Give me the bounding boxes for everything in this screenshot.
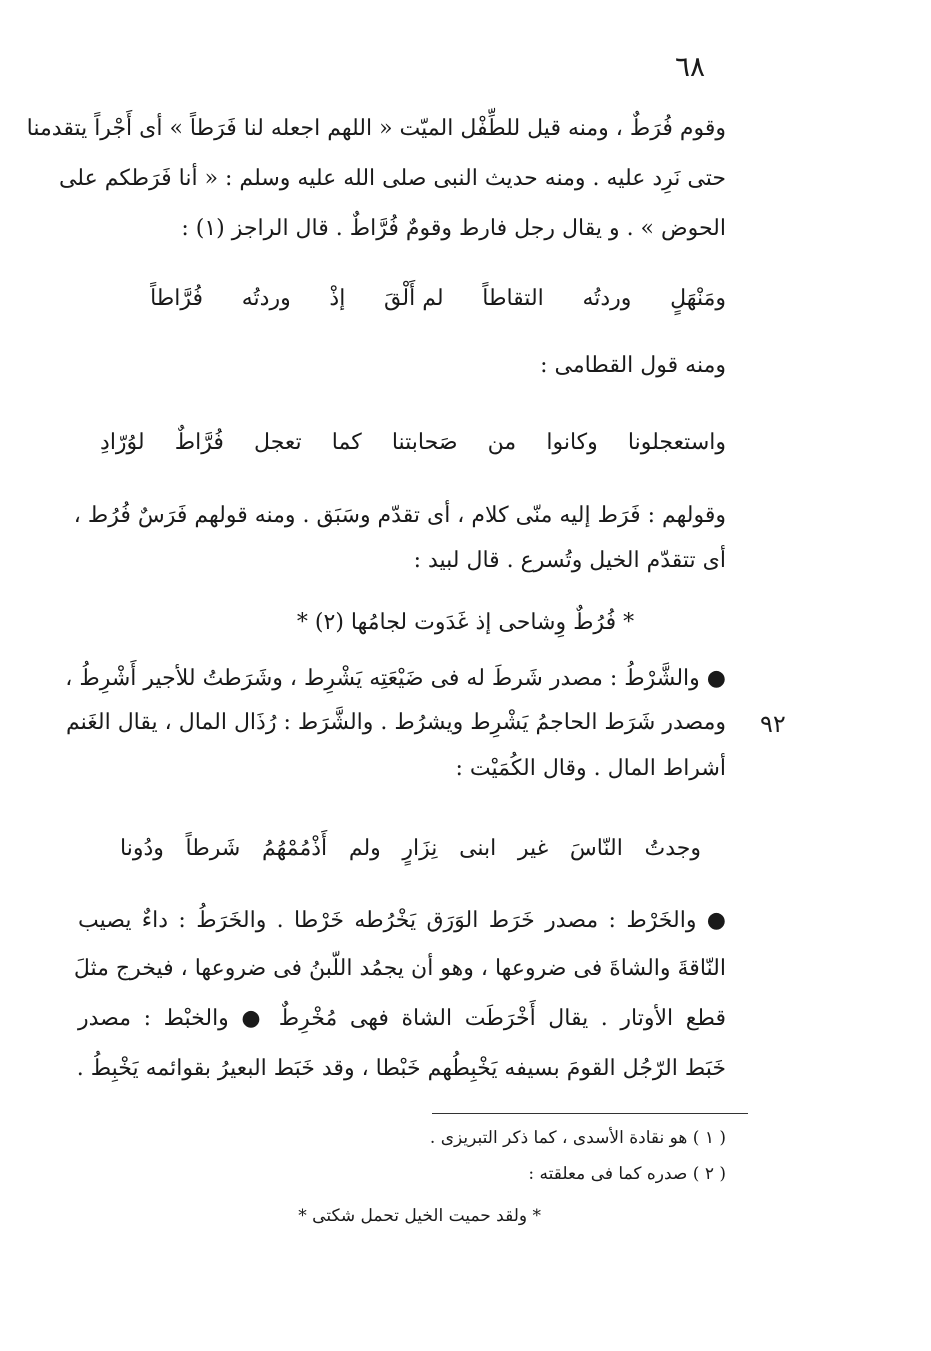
verse-word: النّاسَ [569, 836, 623, 861]
verse-word: من [487, 430, 517, 455]
text-line-3: الحوض » . و يقال رجل فارط وقومٌ فُرَّاطٌ . قال الراجز (١) : [181, 216, 726, 241]
verse-word: وجدتُ [644, 836, 701, 861]
verse-word: ولم [348, 836, 381, 861]
verse-word: صَحابتنا [391, 430, 458, 455]
footnote-verse: * ولقد حميت الخيل تحمل شكتى * [298, 1206, 541, 1226]
verse-word: نِزَارٍ [402, 836, 438, 861]
text-line-13: خَبَط الرّجُل القومَ بسيفه يَخْبِطُهم خَبْطا ، وقد خَبَط البعيرُ بقوائمه يَخْبِطُ . [76, 1056, 726, 1081]
text-line-11: النّاقةَ والشاةَ فى ضروعها ، وهو أن يجمُد اللّبنُ فى ضروعها ، فيخرج مثلَ [73, 956, 726, 981]
verse-word: غير [517, 836, 549, 861]
verse-word: لم أَلْقَ [384, 286, 444, 311]
verse-word: وردتُه [582, 286, 632, 311]
labid-verse: * فُرُطٌ وِشاحى إذ غَدَوت لجامُها (٢) * [296, 610, 635, 635]
verse-word: تعجل [254, 430, 302, 455]
verse-word: شَرطاً [185, 836, 241, 861]
verse-word: إذْ [329, 286, 346, 311]
text-line-5: وقولهم : فَرَط إليه منّى كلام ، أى تقدّم وسَبَق . ومنه قولهم فَرَسٌ فُرُط ، [73, 503, 726, 528]
text-line-10: ● والخَرْط : مصدر خَرَط الوَرَق يَخْرُطه خَرْطا . والخَرَطُ : داءٌ يصيب [78, 908, 726, 933]
text-line-1: وقوم فُرَطٌ ، ومنه قيل للطِّفْل الميّت « اللهم اجعله لنا فَرَطاً » أى أَجْراً يتقدمنا [26, 116, 726, 141]
verse-word: أَذْمُمْهُمُ [261, 836, 328, 861]
verse-word: وردتُه [241, 286, 291, 311]
verse-word: ومَنْهَلٍ [670, 286, 726, 311]
verse-word: واستعجلونا [627, 430, 726, 455]
verse-word: التقاطاً [482, 286, 544, 311]
verse-word: فُرَّاطاً [150, 286, 204, 311]
verse-3 [120, 838, 701, 860]
text-line-9: أشراط المال . وقال الكُمَيْت : [455, 756, 726, 781]
text-line-4: ومنه قول القطامى : [540, 353, 726, 378]
text-line-7: ● والشَّرْطُ : مصدر شَرطَ له فى ضَيْعَتِه يَشْرِط ، وشَرَطتُ للأجير أَشْرِطُ ، [65, 666, 726, 691]
margin-number: ٩٢ [760, 710, 786, 738]
verse-word: فُرَّاطٌ [174, 430, 224, 455]
footnote-rule [432, 1113, 748, 1114]
verse-2 [100, 432, 726, 454]
footnote-1: ( ١ ) هو نقادة الأسدى ، كما ذكر التبريزى . [429, 1128, 726, 1148]
verse-word: وكانوا [546, 430, 598, 455]
footnote-2: ( ٢ ) صدره كما فى معلقته : [528, 1164, 726, 1184]
verse-word: ودُونا [120, 836, 164, 861]
verse-word: ابنى [459, 836, 497, 861]
text-line-6: أى تتقدّم الخيل وتُسرع . قال لبيد : [413, 548, 726, 573]
verse-1 [150, 288, 726, 310]
text-line-2: حتى نَرِد عليه . ومنه حديث النبى صلى الله عليه وسلم : « أنا فَرَطكم على [58, 166, 726, 191]
text-line-12: قطع الأوتار . يقال أَخْرَطَت الشاة فهى مُخْرِطٌ ● والخبْط : مصدر [78, 1006, 726, 1031]
verse-word: كما [331, 430, 362, 455]
verse-word: لوُرّادِ [100, 430, 145, 455]
text-line-8: ومصدر شَرَط الحاجمُ يَشْرِط ويشرُط . والشَّرَط : رُذَال المال ، يقال الغَنم [66, 710, 726, 735]
page-number: ٦٨ [674, 50, 706, 83]
